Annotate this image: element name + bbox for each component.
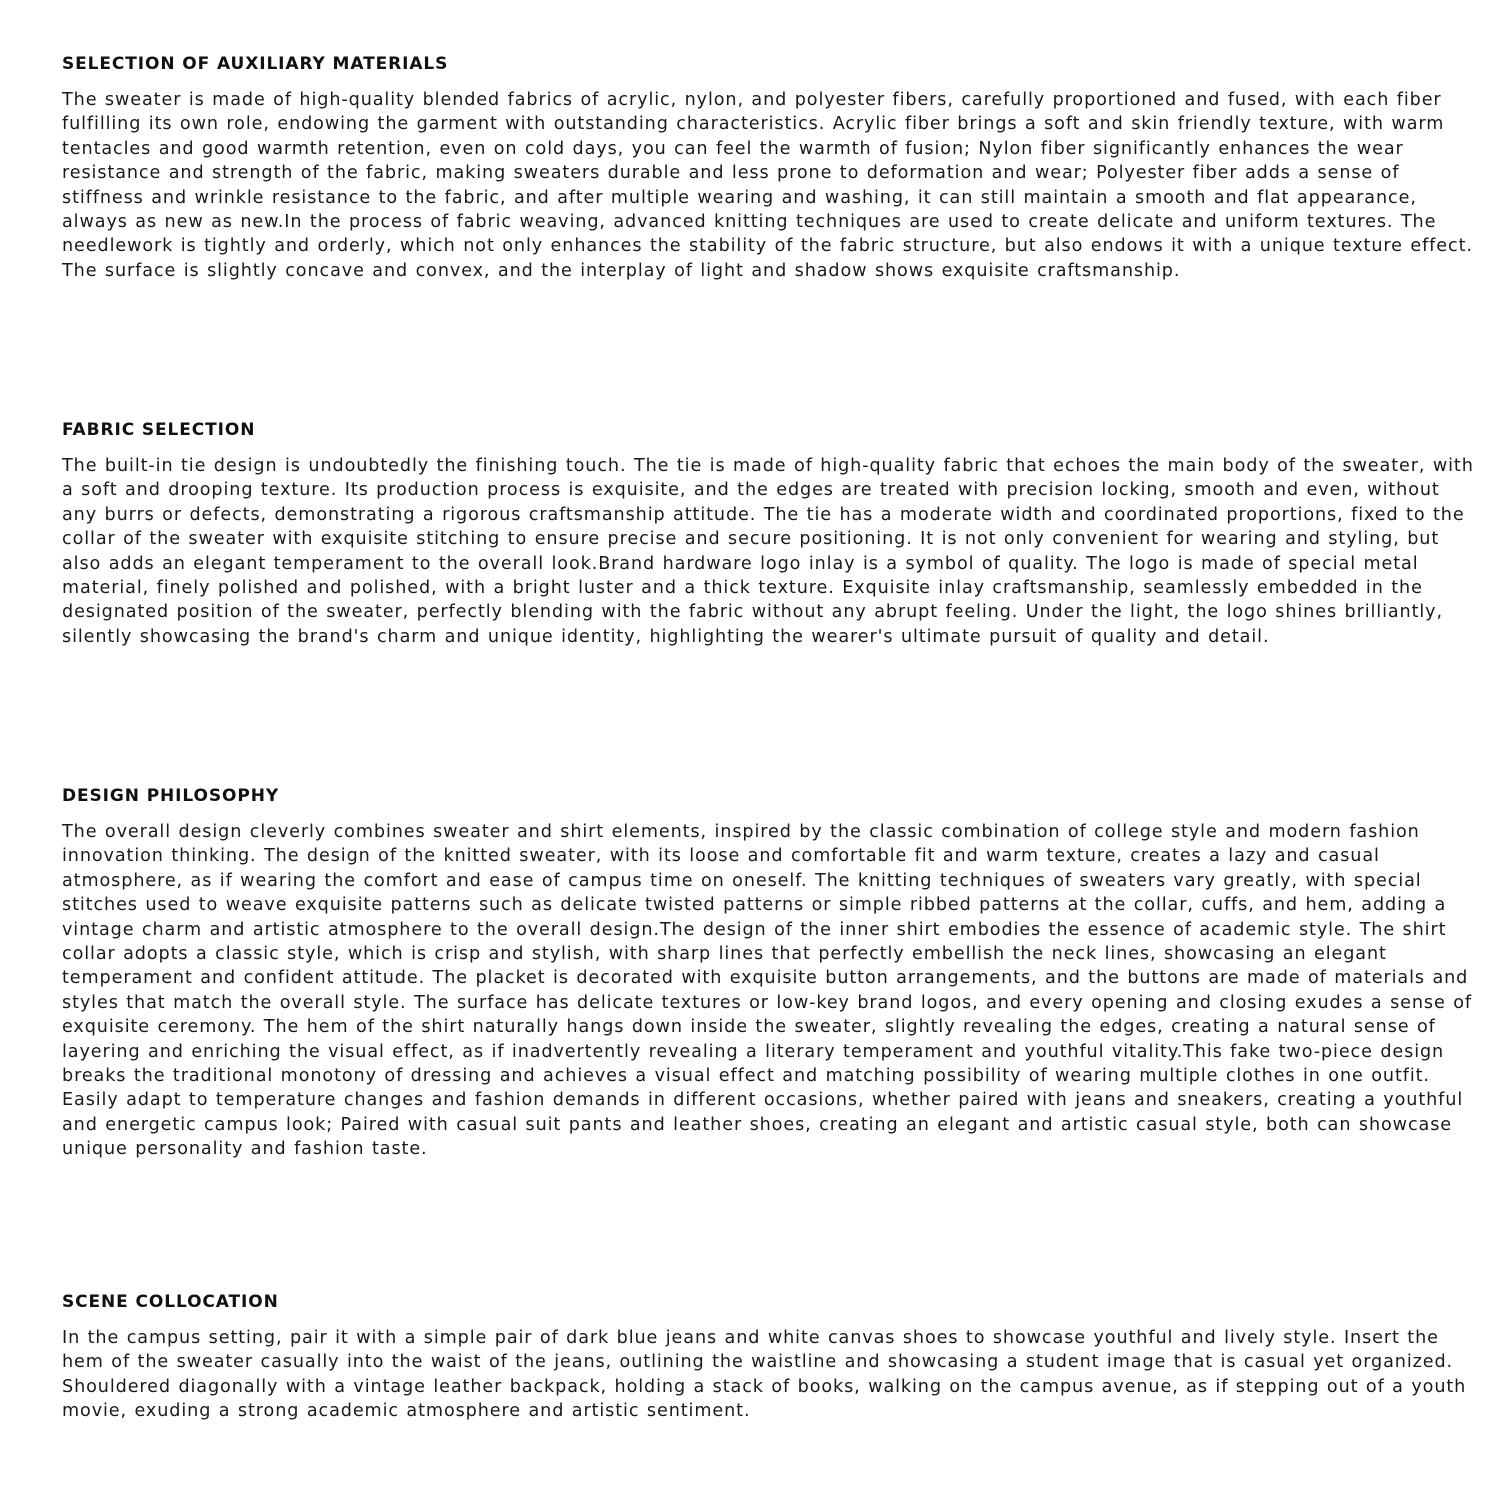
section-title: DESIGN PHILOSOPHY: [62, 786, 280, 806]
section-title: FABRIC SELECTION: [62, 420, 256, 440]
section-scene-collocation: [62, 1292, 1474, 1424]
section-body: In the campus setting, pair it with a simple pair of dark blue jeans and white canvas shoes to showcase youthful and lively style. Insert the hem of the sweater casually into the waist of the jeans, outlining the waistline and showcasing a student image that is casual yet organized. Shouldered diagonally with a vintage leather backpack, holding a stack of books, walking on the campus avenue, as if stepping out of a youth movie, exuding a strong academic atmosphere and artistic sentiment.: [62, 1328, 1467, 1422]
section-fabric-selection: [62, 420, 1474, 649]
section-body: The sweater is made of high-quality blended fabrics of acrylic, nylon, and polyester fibers, carefully proportioned and fused, with each fiber fulfilling its own role, endowing the garment with outstanding characteristics. Acrylic fiber brings a soft and skin friendly texture, with warm tentacles and good warmth retention, even on cold days, you can feel the warmth of fusion; Nylon fiber significantly enhances the wear resistance and strength of the fabric, making sweaters durable and less prone to deformation and wear; Polyester fiber adds a sense of stiffness and wrinkle resistance to the fabric, and after multiple wearing and washing, it can still maintain a smooth and flat appearance, always as new as new.In the process of fabric weaving, advanced knitting techniques are used to create delicate and uniform textures. The needlework is tightly and orderly, which not only enhances the stability of the fabric structure, but also endows it with a unique texture effect. The surface is slightly concave and convex, and the interplay of light and shadow shows exquisite craftsmanship.: [62, 90, 1473, 281]
section-body: The overall design cleverly combines sweater and shirt elements, inspired by the classic combination of college style and modern fashion innovation thinking. The design of the knitted sweater, with its loose and comfortable fit and warm texture, creates a lazy and casual atmosphere, as if wearing the comfort and ease of campus time on oneself. The knitting techniques of sweaters vary greatly, with special stitches used to weave exquisite patterns such as delicate twisted patterns or simple ribbed patterns at the collar, cuffs, and hem, adding a vintage charm and artistic atmosphere to the overall design.The design of the inner shirt embodies the essence of academic style. The shirt collar adopts a classic style, which is crisp and stylish, with sharp lines that perfectly embellish the neck lines, showcasing an elegant temperament and confident attitude. The placket is decorated with exquisite button arrangements, and the buttons are made of materials and styles that match the overall style. The surface has delicate textures or low-key brand logos, and every opening and closing exudes a sense of exquisite ceremony. The hem of the shirt naturally hangs down inside the sweater, slightly revealing the edges, creating a natural sense of layering and enriching the visual effect, as if inadvertently revealing a literary temperament and youthful vitality.This fake two-piece design breaks the traditional monotony of dressing and achieves a visual effect and matching possibility of wearing multiple clothes in one outfit. Easily adapt to temperature changes and fashion demands in different occasions, whether paired with jeans and sneakers, creating a youthful and energetic campus look; Paired with casual suit pants and leather shoes, creating an elegant and artistic casual style, both can showcase unique personality and fashion taste.: [62, 822, 1472, 1160]
section-body: The built-in tie design is undoubtedly the finishing touch. The tie is made of high-quality fabric that echoes the main body of the sweater, with a soft and drooping texture. Its production process is exquisite, and the edges are treated with precision locking, smooth and even, without any burrs or defects, demonstrating a rigorous craftsmanship attitude. The tie has a moderate width and coordinated proportions, fixed to the collar of the sweater with exquisite stitching to ensure precise and secure positioning. It is not only convenient for wearing and styling, but also adds an elegant temperament to the overall look.Brand hardware logo inlay is a symbol of quality. The logo is made of special metal material, finely polished and polished, with a bright luster and a thick texture. Exquisite inlay craftsmanship, seamlessly embedded in the designated position of the sweater, perfectly blending with the fabric without any abrupt feeling. Under the light, the logo shines brilliantly, silently showcasing the brand's charm and unique identity, highlighting the wearer's ultimate pursuit of quality and detail.: [62, 456, 1474, 647]
section-design-philosophy: [62, 786, 1474, 1162]
section-title: SCENE COLLOCATION: [62, 1292, 279, 1312]
section-title: SELECTION OF AUXILIARY MATERIALS: [62, 54, 449, 74]
section-auxiliary-materials: [62, 54, 1474, 283]
